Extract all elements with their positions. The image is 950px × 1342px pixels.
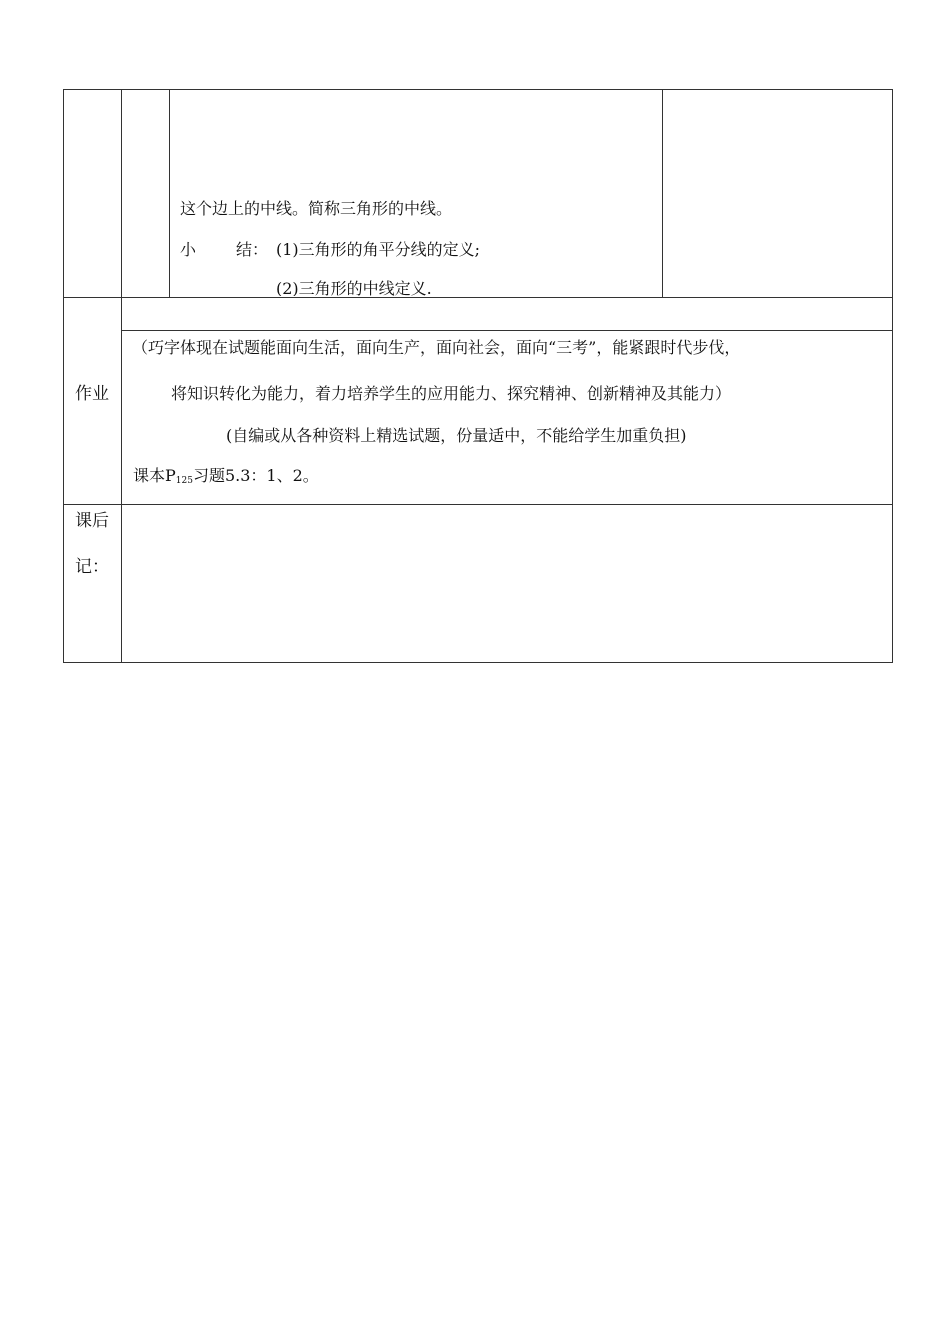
notes-label-line-2-text: 记： [75, 557, 109, 577]
assignment-page-number: 125 [175, 476, 193, 486]
summary-label-b: 结： [236, 240, 269, 259]
summary-item-2-text: (2)三角形的中线定义. [276, 279, 432, 296]
notes-label-line-2 [75, 557, 109, 577]
median-definition-text [180, 199, 452, 219]
column-divider-3 [662, 89, 663, 297]
homework-line-3-text: (自编或从各种资料上精选试题，份量适中，不能给学生加重负担) [226, 426, 687, 445]
homework-label-text: 作业 [75, 384, 109, 404]
homework-assignment [133, 466, 319, 489]
summary-item-1 [276, 240, 480, 260]
table-border-left [63, 89, 64, 663]
summary-label-second [236, 240, 268, 260]
assignment-suffix: 习题5.3：1、2。 [192, 466, 319, 485]
table-border-top [63, 89, 893, 90]
summary-label [180, 240, 196, 260]
column-divider-2 [169, 89, 170, 297]
table-border-bottom [63, 662, 893, 663]
table-border-right [892, 89, 893, 663]
homework-line-1 [132, 338, 740, 358]
homework-line-2-text: 将知识转化为能力，着力培养学生的应用能力、探究精神、创新精神及其能力） [171, 384, 732, 403]
row-divider-2 [121, 330, 893, 331]
assignment-prefix: 课本P [133, 466, 176, 485]
notes-label-line-1 [75, 511, 109, 531]
notes-label-line-1-text: 课后 [75, 511, 109, 531]
summary-label-a: 小 [180, 240, 197, 259]
homework-line-3 [226, 426, 687, 446]
summary-item-2 [276, 279, 432, 296]
summary-item-1-text: (1)三角形的角平分线的定义; [276, 240, 481, 259]
median-definition-content: 这个边上的中线。简称三角形的中线。 [180, 199, 453, 218]
homework-line-2 [171, 384, 731, 404]
column-divider-1 [121, 89, 122, 663]
homework-line-1-text: （巧字体现在试题能面向生活，面向生产，面向社会，面向“三考”，能紧跟时代步伐， [132, 338, 741, 357]
homework-label [75, 384, 109, 404]
row-divider-3 [63, 504, 893, 505]
row-divider-1 [63, 297, 893, 298]
